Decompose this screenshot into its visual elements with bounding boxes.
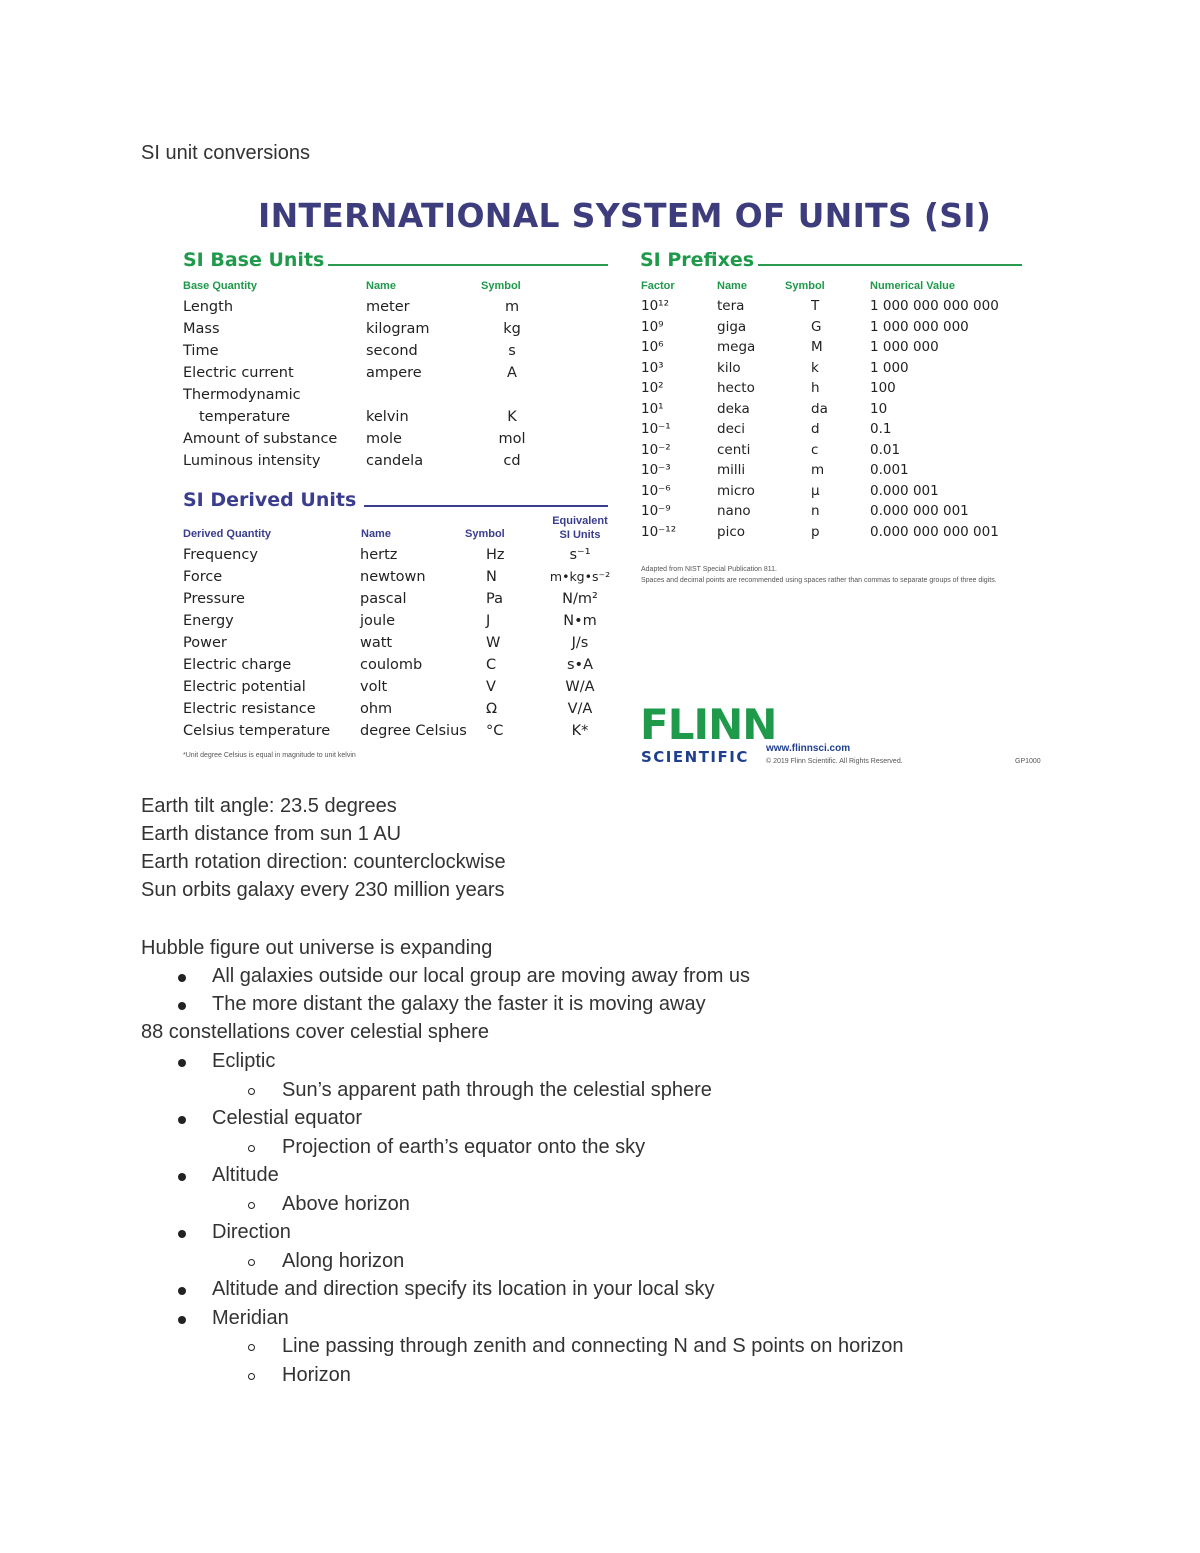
prefix-name-cell: centi <box>717 441 751 458</box>
sub-bullet-circle <box>248 1202 255 1209</box>
prefix-name-cell: tera <box>717 298 745 314</box>
prefix-symbol-cell: k <box>811 359 819 376</box>
derived-equivalent-cell: K* <box>571 723 589 739</box>
prefixes-rule <box>758 264 1022 266</box>
constellation-subitem: Horizon <box>282 1363 351 1386</box>
flinn-copyright: © 2019 Flinn Scientific. All Rights Reserved. <box>766 758 903 765</box>
prefix-name-cell: giga <box>717 318 747 335</box>
prefix-header: Numerical Value <box>870 280 955 292</box>
prefix-factor-cell: 10⁹ <box>641 318 664 335</box>
prefix-symbol-cell: M <box>811 339 823 355</box>
base-quantity-cell: Luminous intensity <box>183 453 321 469</box>
derived-symbol-cell: J <box>486 613 491 629</box>
prefix-factor-cell: 10⁻⁹ <box>641 503 671 519</box>
derived-equivalent-cell: m•kg•s⁻² <box>549 569 611 584</box>
prefix-value-cell: 0.000 000 001 <box>870 503 969 519</box>
prefix-name-cell: kilo <box>717 359 741 376</box>
prefixes-title: SI Prefixes <box>640 249 755 271</box>
prefix-value-cell: 1 000 000 <box>870 339 939 355</box>
derived-name-cell: volt <box>360 679 388 695</box>
prefix-symbol-cell: n <box>811 503 820 519</box>
constellation-subitem: Line passing through zenith and connecting N and S points on horizon <box>282 1335 904 1357</box>
prefix-factor-cell: 10¹² <box>641 298 670 314</box>
bullet-dot <box>178 1002 186 1010</box>
derived-equivalent-cell: N•m <box>563 613 597 629</box>
base-name-cell: meter <box>366 299 410 315</box>
derived-equivalent-cell: W/A <box>565 679 595 695</box>
base-symbol-cell: mol <box>498 431 526 447</box>
base-quantity-cell: Amount of substance <box>183 431 338 447</box>
flinn-logo-subtitle: SCIENTIFIC <box>641 748 749 766</box>
derived-header: Derived Quantity <box>183 528 272 540</box>
flinn-logo: FLINN <box>640 700 777 749</box>
note-fact-line: Earth rotation direction: counterclockwise <box>141 851 506 873</box>
prefix-value-cell: 0.1 <box>870 421 892 437</box>
prefix-factor-cell: 10⁶ <box>641 339 664 355</box>
base-symbol-cell: cd <box>503 453 521 469</box>
prefix-note-2: Spaces and decimal points are recommended using spaces rather than commas to separate groups of three digits. <box>641 577 997 584</box>
derived-symbol-cell: Hz <box>486 547 505 563</box>
constellation-subitem: Sun’s apparent path through the celestial sphere <box>282 1078 712 1101</box>
prefix-factor-cell: 10⁻⁶ <box>641 482 671 499</box>
flinn-url: www.flinnsci.com <box>766 743 851 754</box>
derived-quantity-cell: Celsius temperature <box>183 723 331 739</box>
prefix-symbol-cell: da <box>811 400 828 417</box>
prefix-value-cell: 10 <box>870 400 888 417</box>
derived-symbol-cell: Pa <box>486 591 503 607</box>
base-symbol-cell: A <box>507 365 517 381</box>
constellation-item: Meridian <box>212 1306 289 1329</box>
sub-bullet-circle <box>248 1088 255 1095</box>
base-quantity-cell: Time <box>183 343 219 359</box>
prefix-symbol-cell: m <box>811 462 825 478</box>
base-quantity-cell: Mass <box>183 321 220 337</box>
prefix-factor-cell: 10⁻³ <box>641 462 671 478</box>
prefix-symbol-cell: c <box>811 441 819 458</box>
prefix-factor-cell: 10⁻² <box>641 441 671 458</box>
bullet-dot <box>178 1287 186 1295</box>
derived-name-cell: pascal <box>360 591 407 607</box>
base-units-rule <box>328 264 608 266</box>
note-fact-line: Sun orbits galaxy every 230 million years <box>141 879 505 901</box>
derived-name-cell: coulomb <box>360 657 423 673</box>
prefix-header: Name <box>717 280 747 292</box>
base-name-cell: mole <box>366 431 402 447</box>
prefix-header: Symbol <box>785 280 825 292</box>
derived-equivalent-cell: s⁻¹ <box>569 547 591 563</box>
prefix-name-cell: pico <box>717 523 746 540</box>
derived-header: Name <box>361 528 391 540</box>
derived-name-cell: newtown <box>360 569 426 585</box>
derived-symbol-cell: C <box>486 657 497 673</box>
derived-quantity-cell: Electric resistance <box>183 701 316 717</box>
constellation-subitem: Above horizon <box>282 1192 410 1215</box>
document-heading: SI unit conversions <box>141 142 310 164</box>
prefix-name-cell: nano <box>717 503 751 519</box>
derived-quantity-cell: Electric potential <box>183 679 306 695</box>
prefix-value-cell: 0.000 001 <box>870 482 939 499</box>
base-name-cell: candela <box>366 453 424 469</box>
base-symbol-cell: m <box>504 299 520 315</box>
bullet-dot <box>178 1173 186 1181</box>
derived-name-cell: degree Celsius <box>360 723 467 739</box>
prefix-note-1: Adapted from NIST Special Publication 811. <box>641 566 777 573</box>
prefix-factor-cell: 10³ <box>641 359 664 376</box>
note-fact-line: Earth distance from sun 1 AU <box>141 823 402 845</box>
derived-equivalent-cell: s•A <box>566 657 594 673</box>
base-quantity-cell: Thermodynamic <box>183 387 301 403</box>
derived-quantity-cell: Force <box>183 569 223 585</box>
base-name-cell: kelvin <box>366 409 409 425</box>
prefix-value-cell: 1 000 000 000 000 <box>870 298 999 314</box>
prefix-value-cell: 1 000 <box>870 359 909 376</box>
hubble-heading: Hubble figure out universe is expanding <box>141 937 493 959</box>
derived-name-cell: joule <box>360 613 396 629</box>
derived-units-rule <box>364 505 608 507</box>
derived-equivalent-cell: N/m² <box>562 591 598 607</box>
prefix-value-cell: 0.001 <box>870 462 909 478</box>
derived-footnote: *Unit degree Celsius is equal in magnitude to unit kelvin <box>183 752 356 759</box>
derived-quantity-cell: Frequency <box>183 547 258 563</box>
prefix-value-cell: 0.01 <box>870 441 901 458</box>
bullet-dot <box>178 974 186 982</box>
flinn-code: GP1000 <box>1015 758 1041 765</box>
base-units-title: SI Base Units <box>183 249 325 271</box>
sub-bullet-circle <box>248 1145 255 1152</box>
bullet-dot <box>178 1230 186 1238</box>
derived-symbol-cell: °C <box>486 723 504 739</box>
derived-symbol-cell: N <box>486 569 497 585</box>
constellation-item: Altitude <box>212 1164 279 1186</box>
sub-bullet-circle <box>248 1259 255 1266</box>
constellations-heading: 88 constellations cover celestial sphere <box>141 1021 489 1043</box>
derived-symbol-cell: Ω <box>486 701 498 717</box>
prefix-symbol-cell: h <box>811 380 820 396</box>
prefix-header: Factor <box>641 280 675 292</box>
prefix-symbol-cell: G <box>811 318 822 335</box>
prefix-name-cell: deka <box>717 400 750 417</box>
base-quantity-cell: Electric current <box>183 365 294 381</box>
derived-quantity-cell: Electric charge <box>183 657 292 673</box>
hubble-bullet: All galaxies outside our local group are moving away from us <box>212 965 751 987</box>
bullet-dot <box>178 1059 186 1067</box>
constellation-item: Altitude and direction specify its location in your local sky <box>212 1278 715 1300</box>
derived-header: Equivalent <box>552 515 608 527</box>
derived-name-cell: watt <box>360 635 393 651</box>
prefix-factor-cell: 10¹ <box>641 400 664 417</box>
base-units-header: Base Quantity <box>183 280 257 292</box>
base-name-cell: second <box>366 343 418 359</box>
prefix-symbol-cell: d <box>811 421 820 437</box>
base-symbol-cell: s <box>508 343 516 359</box>
derived-units-title: SI Derived Units <box>183 489 357 511</box>
derived-name-cell: hertz <box>360 547 398 563</box>
base-units-header: Name <box>366 280 396 292</box>
base-name-cell: ampere <box>366 365 422 381</box>
bullet-dot <box>178 1116 186 1124</box>
derived-header: SI Units <box>559 529 601 541</box>
base-name-cell: kilogram <box>366 321 430 337</box>
prefix-value-cell: 0.000 000 000 001 <box>870 523 999 540</box>
prefix-factor-cell: 10⁻¹ <box>641 421 671 437</box>
bullet-dot <box>178 1316 186 1324</box>
derived-header: Symbol <box>465 528 505 540</box>
base-symbol-cell: kg <box>503 321 521 337</box>
hubble-bullet: The more distant the galaxy the faster it is moving away <box>212 993 706 1015</box>
constellation-item: Direction <box>212 1221 291 1243</box>
constellation-item: Ecliptic <box>212 1050 276 1072</box>
constellation-subitem: Along horizon <box>282 1249 405 1272</box>
prefix-name-cell: milli <box>717 462 746 478</box>
derived-quantity-cell: Power <box>183 635 227 651</box>
note-fact-line: Earth tilt angle: 23.5 degrees <box>141 795 397 817</box>
prefix-symbol-cell: µ <box>811 482 820 499</box>
prefix-value-cell: 1 000 000 000 <box>870 318 969 335</box>
prefix-symbol-cell: p <box>811 523 820 540</box>
sub-bullet-circle <box>248 1373 255 1380</box>
si-chart-title: INTERNATIONAL SYSTEM OF UNITS (SI) <box>258 196 992 235</box>
prefix-name-cell: mega <box>717 339 756 355</box>
prefix-name-cell: micro <box>717 482 755 499</box>
derived-quantity-cell: Pressure <box>183 591 245 607</box>
constellation-item: Celestial equator <box>212 1107 363 1129</box>
derived-equivalent-cell: V/A <box>567 701 593 717</box>
prefix-name-cell: hecto <box>717 380 755 396</box>
constellation-subitem: Projection of earth’s equator onto the sky <box>282 1135 646 1158</box>
prefix-symbol-cell: T <box>811 298 820 314</box>
sub-bullet-circle <box>248 1344 255 1351</box>
derived-quantity-cell: Energy <box>183 613 234 629</box>
prefix-factor-cell: 10² <box>641 380 664 396</box>
derived-name-cell: ohm <box>360 701 393 717</box>
derived-symbol-cell: W <box>486 635 501 651</box>
derived-symbol-cell: V <box>486 679 496 695</box>
prefix-value-cell: 100 <box>870 380 896 396</box>
prefix-factor-cell: 10⁻¹² <box>641 523 677 540</box>
prefix-name-cell: deci <box>717 421 746 437</box>
base-units-header: Symbol <box>481 280 521 292</box>
derived-equivalent-cell: J/s <box>571 635 589 651</box>
base-quantity-cell: temperature <box>199 409 291 425</box>
base-symbol-cell: K <box>507 409 517 425</box>
base-quantity-cell: Length <box>183 299 234 315</box>
